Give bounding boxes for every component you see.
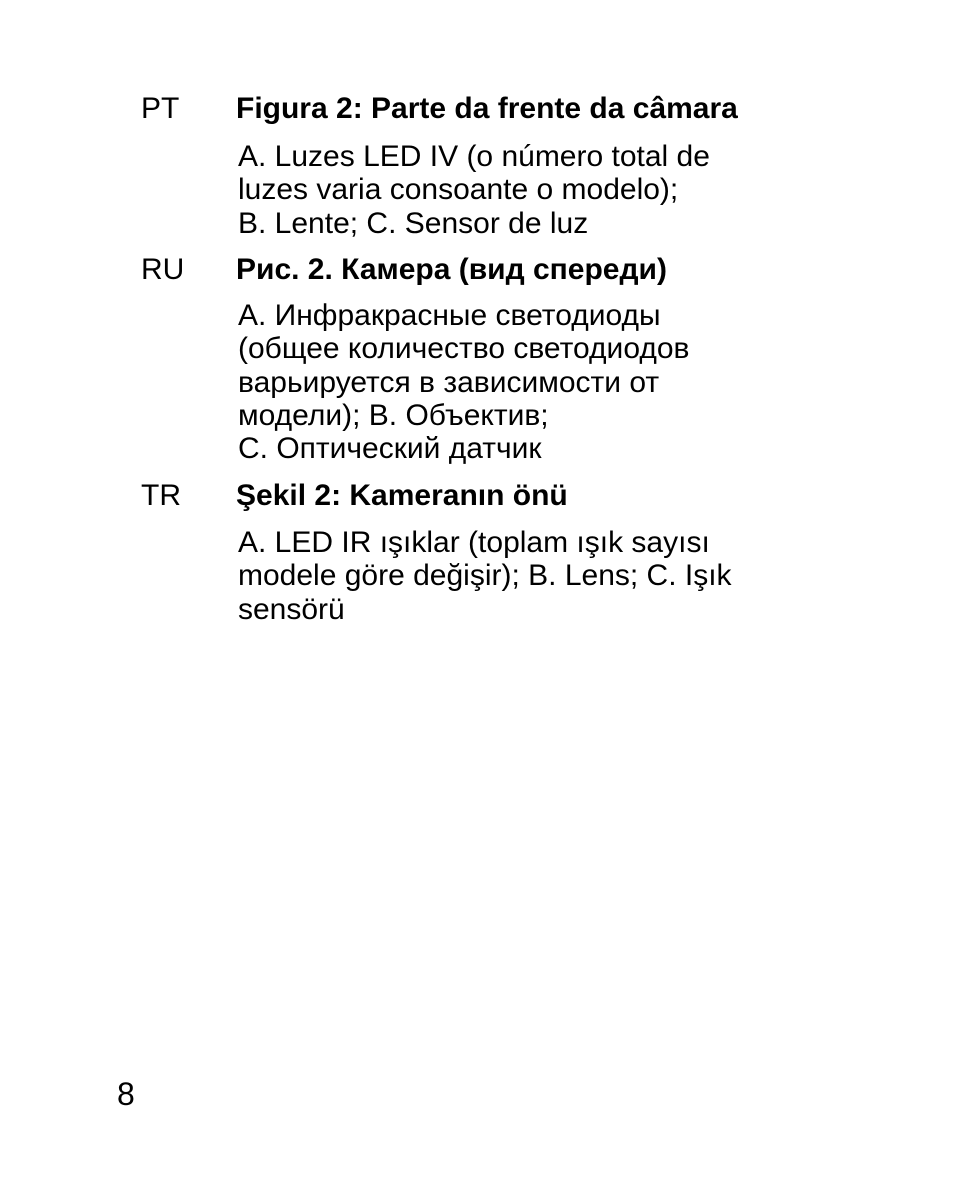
figure-caption-body (238, 299, 689, 465)
caption-line: модели); B. Объектив; (238, 398, 549, 432)
caption-line: (общее количество светодиодов (238, 332, 690, 366)
figure-caption-heading: Figura 2: Parte da frente da câmara (236, 92, 738, 125)
caption-line: A. Инфракрасные светодиоды (238, 299, 661, 332)
caption-line: modele göre değişir); B. Lens; C. Işık (238, 559, 732, 593)
language-code: RU (141, 253, 185, 286)
caption-line: C. Оптический датчик (238, 432, 542, 466)
figure-caption-heading: Рис. 2. Камера (вид спереди) (236, 253, 667, 286)
caption-line: A. LED IR ışıklar (toplam ışık sayısı (238, 526, 710, 559)
figure-caption-body (238, 140, 710, 240)
language-code: PT (141, 92, 180, 125)
caption-line: B. Lente; C. Sensor de luz (238, 206, 589, 240)
page-number: 8 (117, 1076, 135, 1112)
figure-caption-body (238, 526, 732, 626)
caption-line: A. Luzes LED IV (o número total de (238, 140, 710, 173)
caption-line: sensörü (238, 592, 345, 626)
caption-line: luzes varia consoante o modelo); (238, 173, 679, 207)
caption-line: варьируется в зависимости от (238, 365, 660, 399)
figure-caption-heading: Şekil 2: Kameranın önü (236, 479, 568, 512)
language-code: TR (141, 479, 181, 512)
